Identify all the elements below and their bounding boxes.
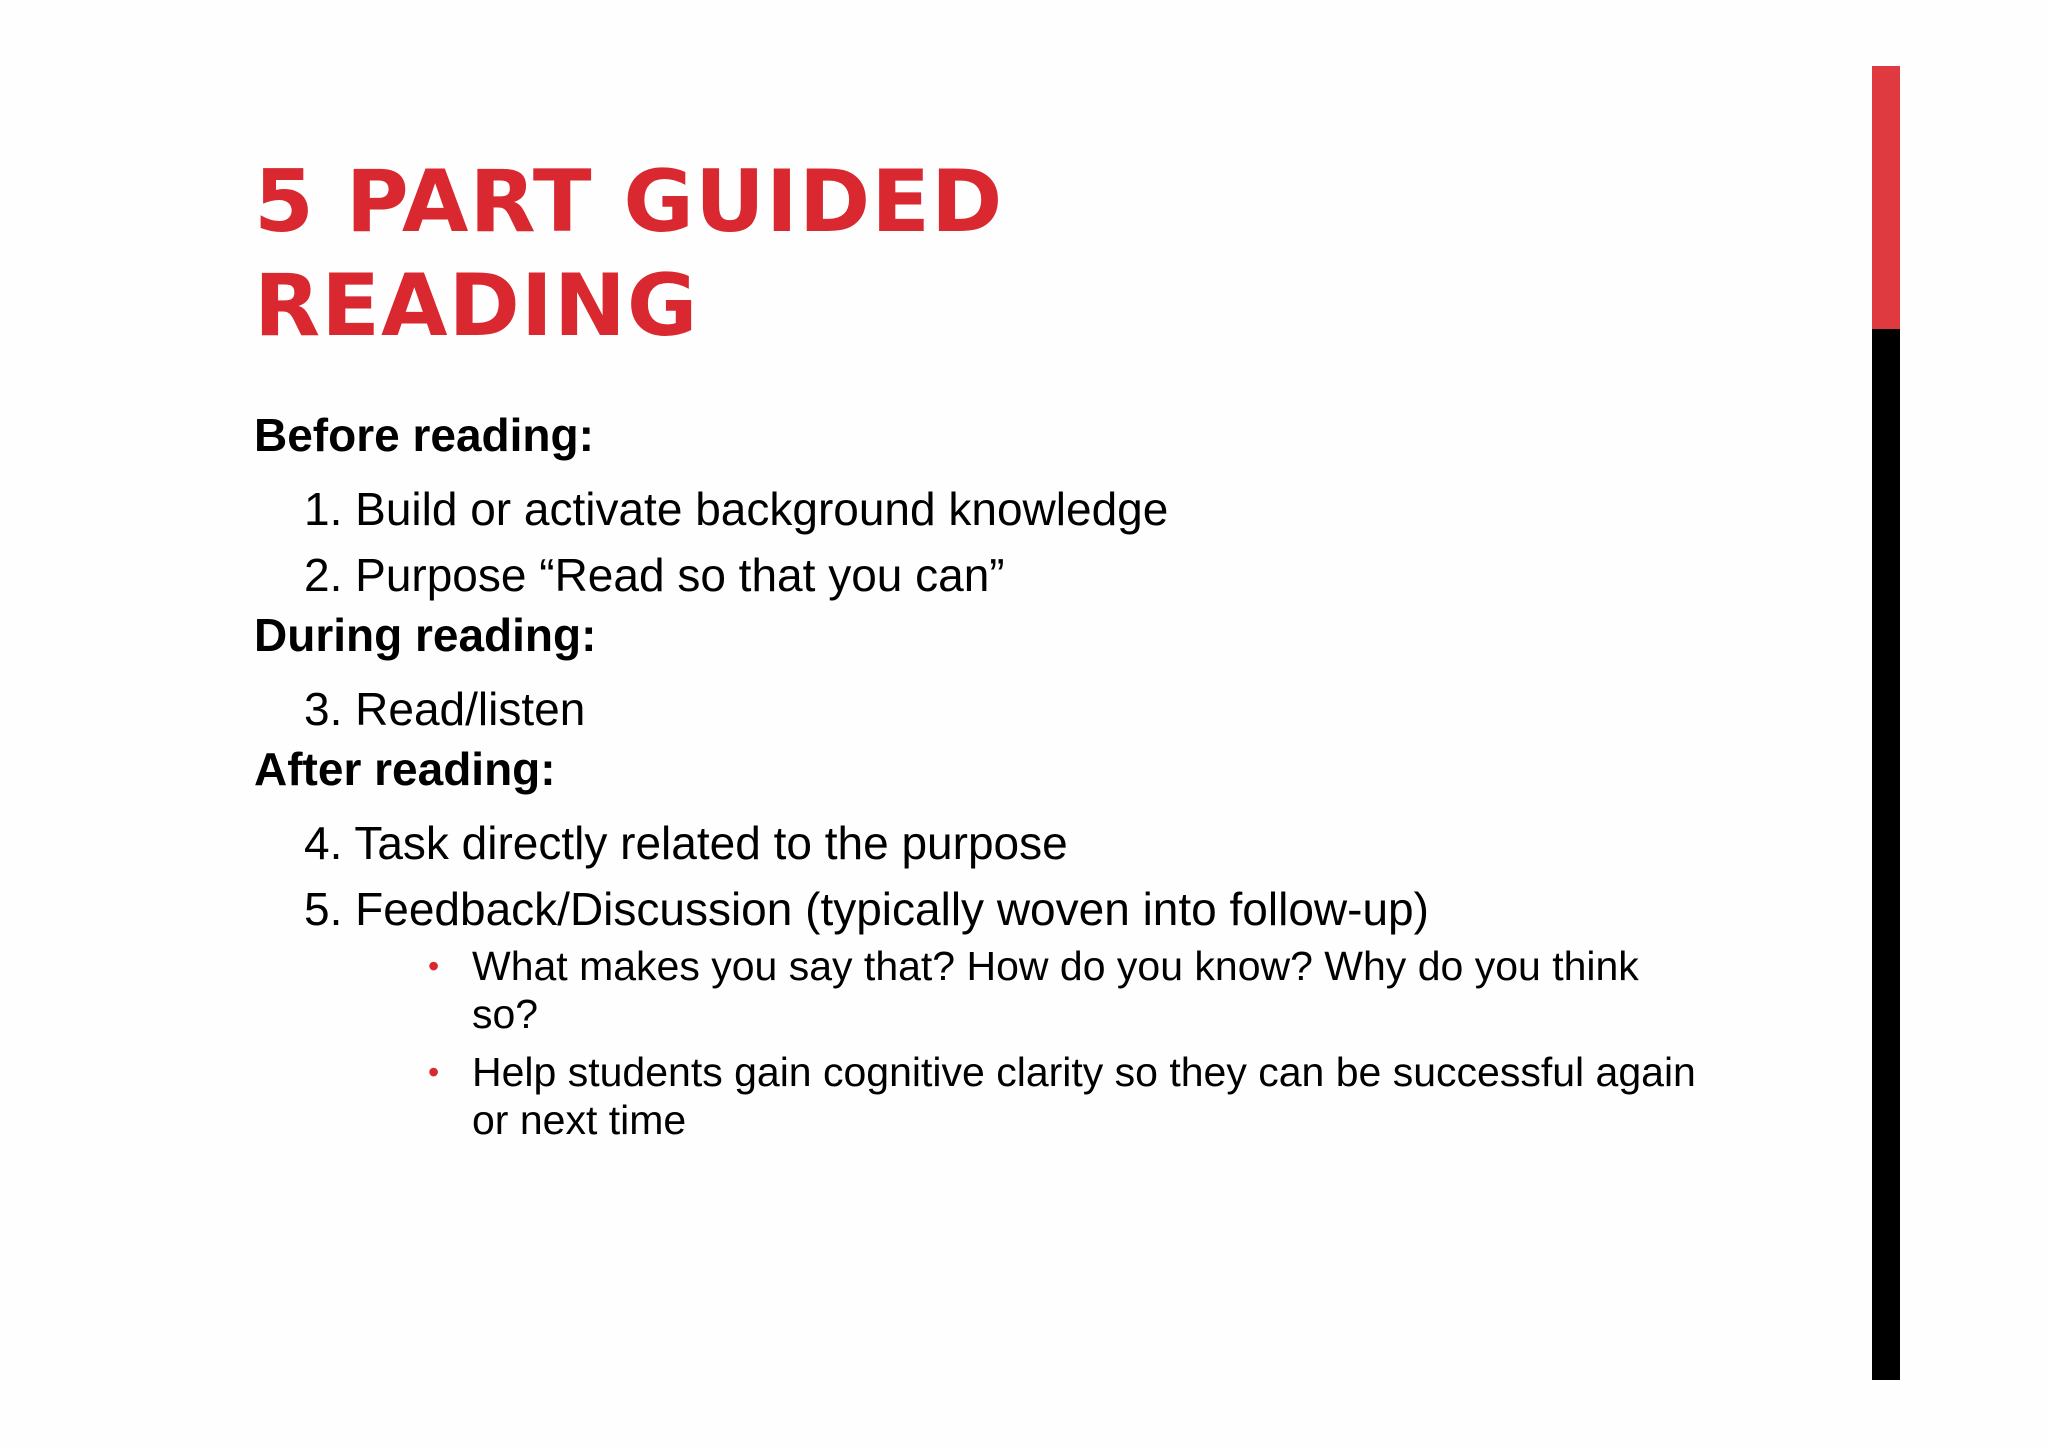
- step-4: 4. Task directly related to the purpose: [304, 817, 1068, 869]
- slide-body: [254, 408, 1704, 1154]
- after-reading-heading: After reading:: [254, 743, 556, 795]
- after-reading-steps: [254, 810, 1704, 942]
- accent-bar-black: [1872, 329, 1900, 1380]
- during-reading-steps: [254, 676, 1704, 742]
- bullet-dot-icon: •: [428, 948, 440, 984]
- bullet-item: [428, 1048, 1704, 1144]
- title-line-2: READING: [254, 256, 699, 356]
- bullet-item: [428, 942, 1704, 1038]
- before-reading-heading: Before reading:: [254, 409, 594, 461]
- slide-title: [254, 150, 1003, 358]
- bullet-dot-icon: •: [428, 1054, 440, 1090]
- feedback-bullets: [254, 942, 1704, 1144]
- step-3: 3. Read/listen: [304, 683, 586, 735]
- accent-bar-red: [1872, 66, 1900, 329]
- title-line-1: 5 PART GUIDED: [254, 152, 1004, 252]
- step-2: 2. Purpose “Read so that you can”: [304, 549, 1005, 601]
- step-1: 1. Build or activate background knowledge: [304, 483, 1169, 535]
- step-5: 5. Feedback/Discussion (typically woven into follow-up): [304, 883, 1429, 935]
- before-reading-steps: [254, 476, 1704, 608]
- during-reading-heading: During reading:: [254, 609, 597, 661]
- bullet-text: What makes you say that? How do you know? Why do you think so?: [472, 943, 1639, 1037]
- bullet-text: Help students gain cognitive clarity so they can be successful again or next time: [472, 1049, 1696, 1143]
